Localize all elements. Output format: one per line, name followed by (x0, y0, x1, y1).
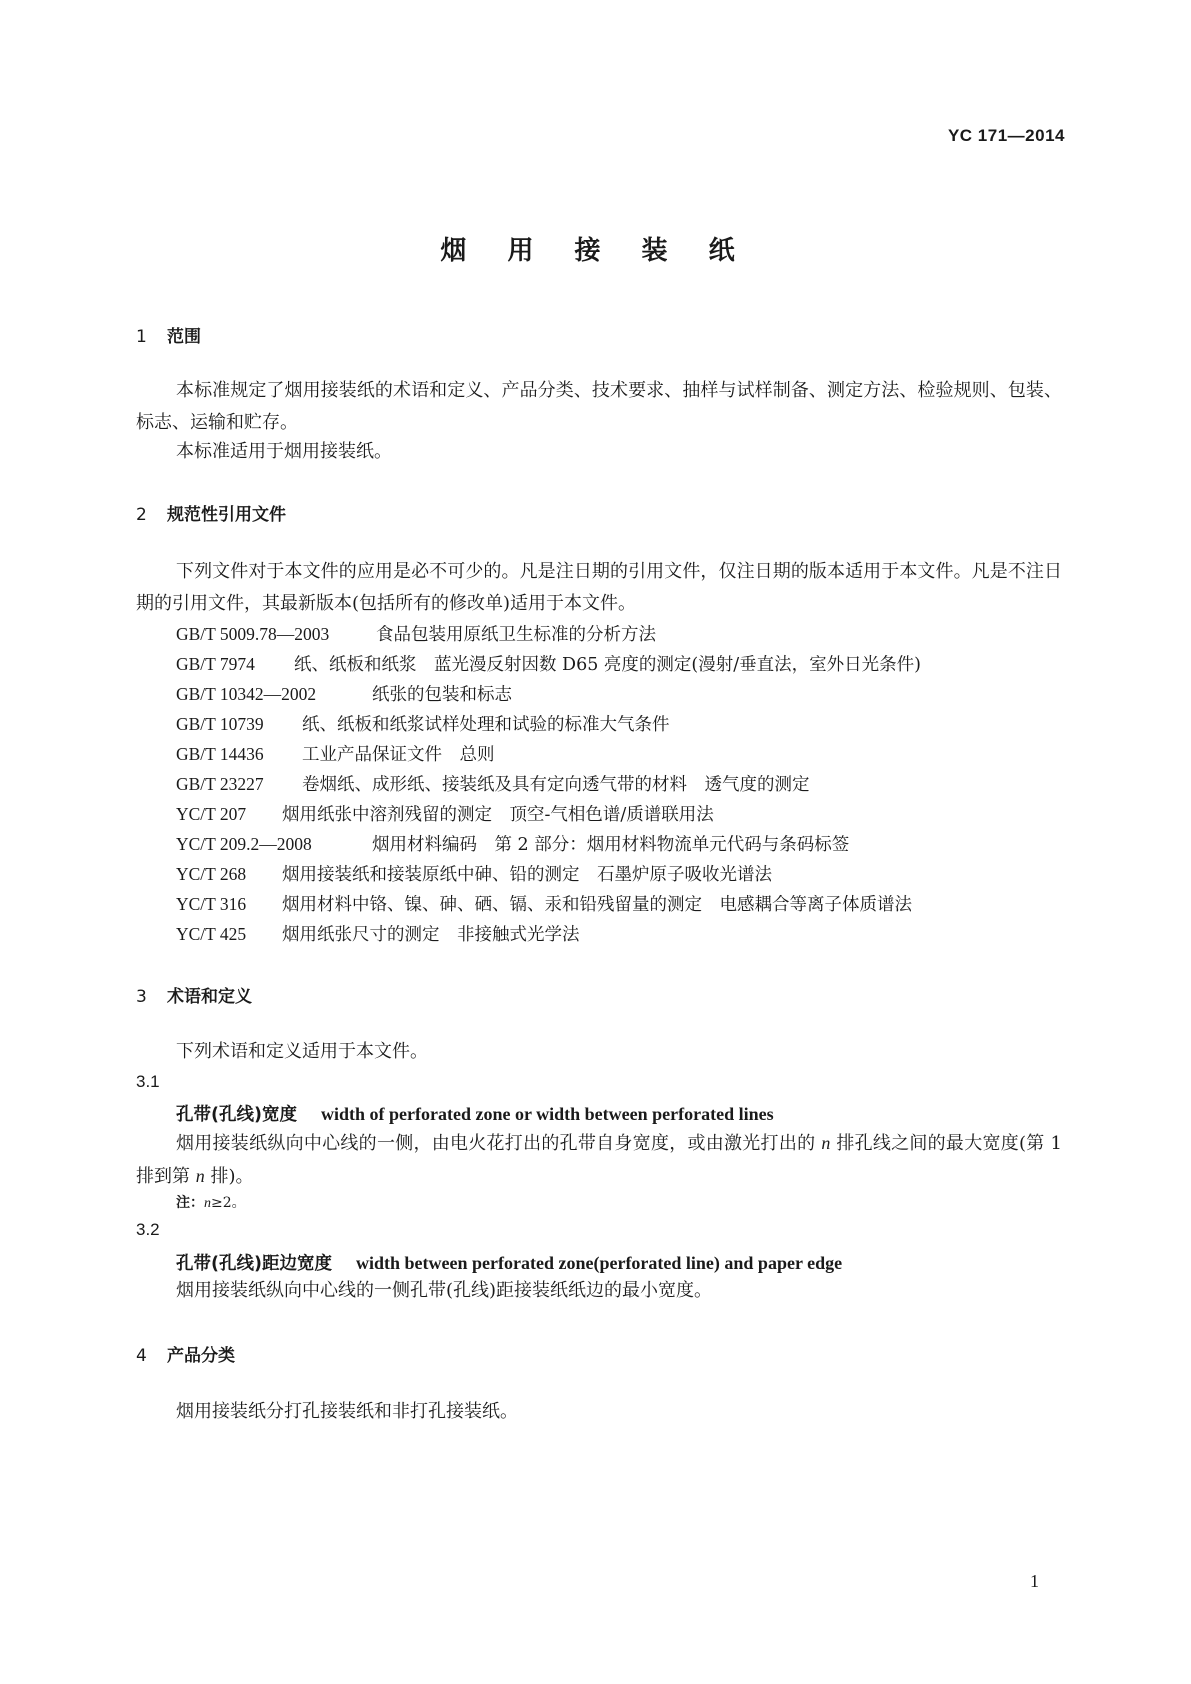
reference-title: 烟用接装纸和接装原纸中砷、铅的测定 石墨炉原子吸收光谱法 (282, 865, 772, 885)
reference-title: 纸、纸板和纸浆试样处理和试验的标准大气条件 (302, 715, 670, 735)
section-number: 1 (136, 327, 147, 347)
reference-item (176, 861, 772, 886)
reference-code: GB/T 7974 (176, 654, 255, 674)
section-4-heading (136, 1341, 235, 1366)
reference-code: GB/T 10739 (176, 714, 264, 734)
term-heading (176, 1101, 774, 1126)
reference-item (176, 831, 849, 856)
section-number: 4 (136, 1346, 147, 1366)
section-number: 2 (136, 505, 147, 525)
references-intro: 下列文件对于本文件的应用是必不可少的。凡是注日期的引用文件，仅注日期的版本适用于本文件。凡是不注日期的引用文件，其最新版本(包括所有的修改单)适用于本文件。 (136, 561, 1062, 614)
section-2-heading (136, 500, 286, 525)
section-title: 产品分类 (167, 1346, 235, 1366)
term-number: 3.2 (136, 1220, 160, 1239)
reference-title: 工业产品保证文件 总则 (302, 745, 495, 765)
reference-code: YC/T 268 (176, 864, 247, 884)
reference-code: GB/T 5009.78—2003 (176, 624, 330, 644)
reference-code: YC/T 425 (176, 924, 247, 944)
term-zh: 孔带(孔线)距边宽度 (176, 1254, 332, 1274)
section-number: 3 (136, 987, 147, 1007)
term-number: 3.1 (136, 1072, 160, 1091)
section-1-heading (136, 322, 201, 347)
reference-item (176, 891, 912, 916)
reference-title: 食品包装用原纸卫生标准的分析方法 (376, 625, 656, 645)
reference-title: 卷烟纸、成形纸、接装纸及具有定向透气带的材料 透气度的测定 (302, 775, 810, 795)
note-text: ≥2。 (211, 1195, 246, 1211)
reference-title: 烟用材料编码 第 2 部分：烟用材料物流单元代码与条码标签 (372, 835, 850, 855)
terms-intro: 下列术语和定义适用于本文件。 (176, 1041, 428, 1062)
term-note: 注：n≥2。 (176, 1195, 246, 1211)
reference-code: GB/T 10342—2002 (176, 684, 317, 704)
reference-item (176, 921, 580, 946)
term-definition: 烟用接装纸纵向中心线的一侧孔带(孔线)距接装纸纸边的最小宽度。 (176, 1280, 713, 1301)
reference-item (176, 801, 714, 826)
reference-item (176, 681, 512, 706)
note-label: 注： (176, 1195, 204, 1211)
reference-title: 纸张的包装和标志 (372, 685, 512, 705)
reference-title: 烟用纸张中溶剂残留的测定 顶空-气相色谱/质谱联用法 (282, 805, 714, 825)
reference-title: 纸、纸板和纸浆 蓝光漫反射因数 D65 亮度的测定(漫射/垂直法，室外日光条件) (294, 655, 921, 675)
reference-item (176, 771, 810, 796)
term-definition: 烟用接装纸纵向中心线的一侧，由电火花打出的孔带自身宽度，或由激光打出的 n 排孔线之间的最大宽度(第 1 排到第 n 排)。 (136, 1133, 1063, 1187)
section-3-heading (136, 982, 252, 1007)
section-title: 范围 (167, 327, 201, 347)
classification-paragraph: 烟用接装纸分打孔接装纸和非打孔接装纸。 (176, 1401, 518, 1422)
reference-item (176, 651, 921, 676)
reference-code: YC/T 316 (176, 894, 247, 914)
reference-item (176, 621, 656, 646)
section-title: 术语和定义 (167, 987, 252, 1007)
document-title: 烟 用 接 装 纸 (440, 236, 751, 266)
term-heading (176, 1250, 842, 1275)
reference-item (176, 741, 495, 766)
scope-applicability: 本标准适用于烟用接装纸。 (176, 441, 392, 462)
reference-title: 烟用材料中铬、镍、砷、硒、镉、汞和铅残留量的测定 电感耦合等离子体质谱法 (282, 895, 912, 915)
reference-code: GB/T 23227 (176, 774, 264, 794)
page-number: 1 (1030, 1571, 1039, 1591)
standard-code: YC 171—2014 (947, 126, 1065, 145)
reference-title: 烟用纸张尺寸的测定 非接触式光学法 (282, 925, 580, 945)
term-en: width between perforated zone(perforated line) and paper edge (356, 1253, 843, 1273)
section-title: 规范性引用文件 (167, 505, 286, 525)
term-en: width of perforated zone or width between perforated lines (321, 1104, 774, 1124)
reference-code: YC/T 207 (176, 804, 247, 824)
term-zh: 孔带(孔线)宽度 (176, 1105, 297, 1125)
reference-item (176, 711, 670, 736)
scope-paragraph: 本标准规定了烟用接装纸的术语和定义、产品分类、技术要求、抽样与试样制备、测定方法、检验规则、包装、标志、运输和贮存。 (136, 380, 1062, 433)
reference-code: YC/T 209.2—2008 (176, 834, 312, 854)
reference-code: GB/T 14436 (176, 744, 264, 764)
